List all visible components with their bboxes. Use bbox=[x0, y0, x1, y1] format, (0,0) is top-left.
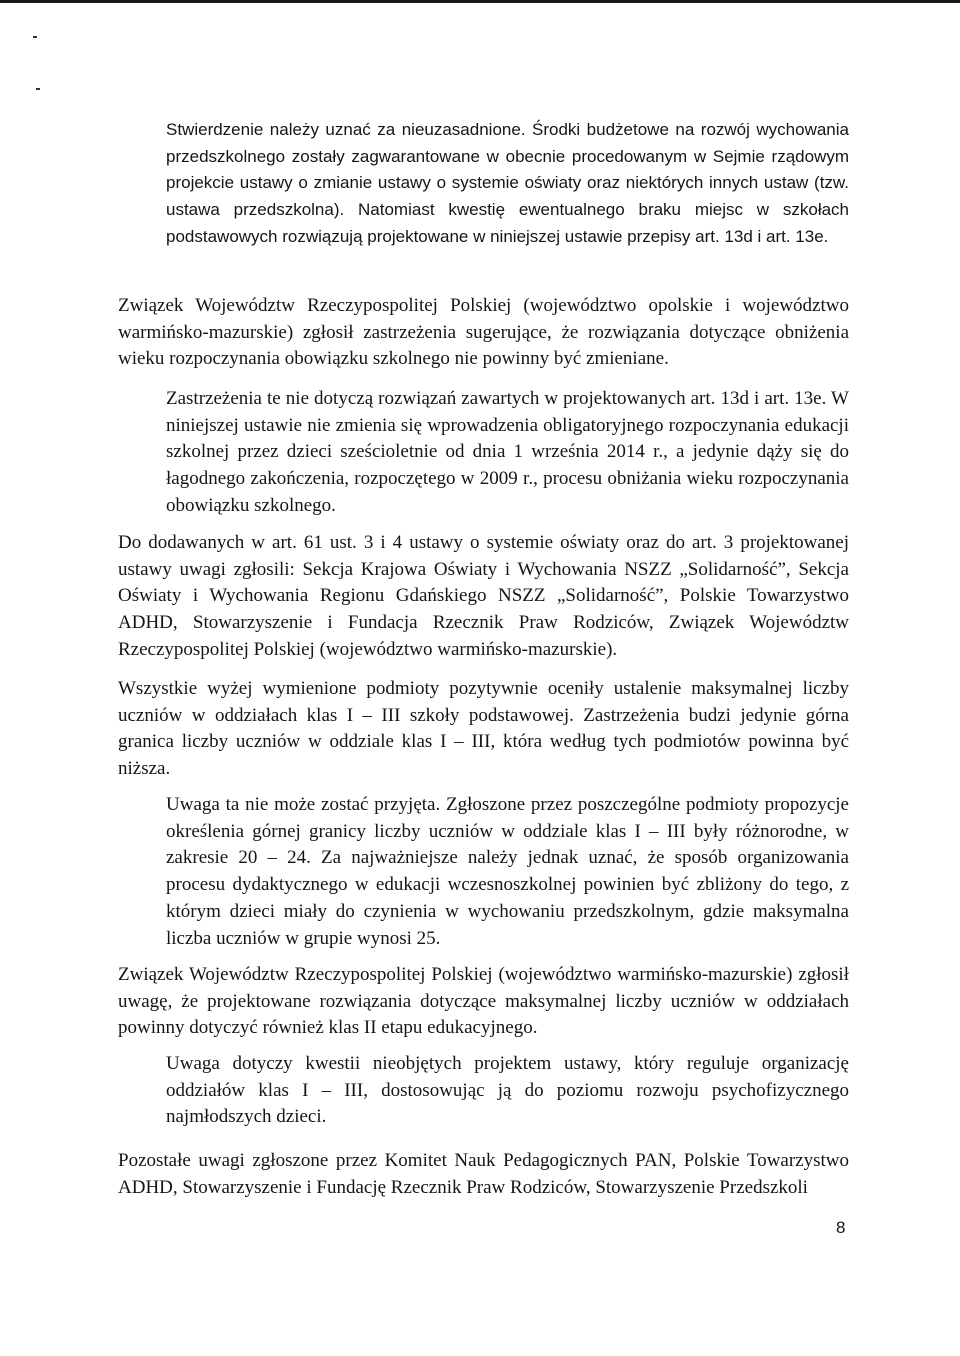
paragraph-article-remarks: Do dodawanych w art. 61 ust. 3 i 4 ustawy o systemie oświaty oraz do art. 3 projektowanej ustawy uwagi zgłosili: Sekcja Krajowa Oświaty i Wychowania NSZZ „Solidarność”, Sekcja Oświaty i Wychowania Regionu Gdańskiego NSZZ „Solidarność”, Polskie Towarzystwo ADHD, Stowarzyszenie i Fundacja Rzecznik Praw Rodziców, Związek Województw Rzeczypospolitej Polskiej (województwo warmińsko-mazurskie). bbox=[118, 532, 849, 660]
paragraph-class-size-response: Uwaga ta nie może zostać przyjęta. Zgłoszone przez poszczególne podmioty propozycje określenia górnej granicy liczby uczniów w oddziale klas I – III były różnorodne, w zakresie 20 – 24. Za najważniejsze należy jednak uznać, że sposób organizowania procesu dydaktycznego w edukacji wczesnoszkolnej powinien być zbliżony do tego, z którym dzieci miały do czynienia w wychowaniu przedszkolnym, gdzie maksymalna liczba uczniów w grupie wynosi 25. bbox=[166, 794, 849, 949]
paragraph-second-stage-remark: Związek Województw Rzeczypospolitej Polskiej (województwo warmińsko-mazurskie) zgłosił uwagę, że projektowane rozwiązania dotyczące maksymalnej liczby uczniów w oddziałach powinny dotyczyć również klas II etapu edukacyjnego. bbox=[118, 964, 849, 1039]
paragraph-class-size-assessment: Wszystkie wyżej wymienione podmioty pozytywnie oceniły ustalenie maksymalnej liczby uczniów w oddziałach klas I – III szkoły podstawowej. Zastrzeżenia budzi jedynie górna granica liczby uczniów w oddziale klas I – III, która według tych podmiotów powinna być niższa. bbox=[118, 678, 849, 780]
paragraph-second-stage-response: Uwaga dotyczy kwestii nieobjętych projektem ustawy, który reguluje organizację oddziałów klas I – III, dostosowując ją do poziomu rozwoju psychofizycznego najmłodszych dzieci. bbox=[166, 1053, 849, 1128]
scan-top-edge bbox=[0, 0, 960, 3]
paragraph-budget-response: Stwierdzenie należy uznać za nieuzasadnione. Środki budżetowe na rozwój wychowania przedszkolnego zostały zagwarantowane w obecnie procedowanym w Sejmie rządowym projekcie ustawy o zmianie ustawy o systemie oświaty oraz niektórych innych ustaw (tzw. ustawa przedszkolna). Natomiast kwestię ewentualnego braku miejsc w szkołach podstawowych rozwiązują projektowane w niniejszej ustawie przepisy art. 13d i art. 13e. bbox=[166, 120, 849, 246]
paragraph-union-response: Zastrzeżenia te nie dotyczą rozwiązań zawartych w projektowanych art. 13d i art. 13e. W niniejszej ustawie nie zmienia się wprowadzenia obligatoryjnego rozpoczynania edukacji szkolnej przez dzieci sześcioletnie od dnia 1 września 2014 r., a jedynie dąży się do łagodnego zakończenia, rozpoczętego w 2009 r., procesu obniżania wieku rozpoczynania obowiązku szkolnego. bbox=[166, 388, 849, 516]
page-number: 8 bbox=[836, 1218, 846, 1237]
scan-mark bbox=[36, 88, 40, 90]
paragraph-union-objection: Związek Województw Rzeczypospolitej Polskiej (województwo opolskie i województwo warmińsko-mazurskie) zgłosił zastrzeżenia sugerujące, że rozwiązania dotyczące obniżenia wieku rozpoczynania obowiązku szkolnego nie powinny być zmieniane. bbox=[118, 295, 849, 370]
scan-mark bbox=[33, 36, 37, 38]
paragraph-other-remarks: Pozostałe uwagi zgłoszone przez Komitet Nauk Pedagogicznych PAN, Polskie Towarzystwo ADHD, Stowarzyszenie i Fundację Rzecznik Praw Rodziców, Stowarzyszenie Przedszkoli bbox=[118, 1150, 849, 1198]
